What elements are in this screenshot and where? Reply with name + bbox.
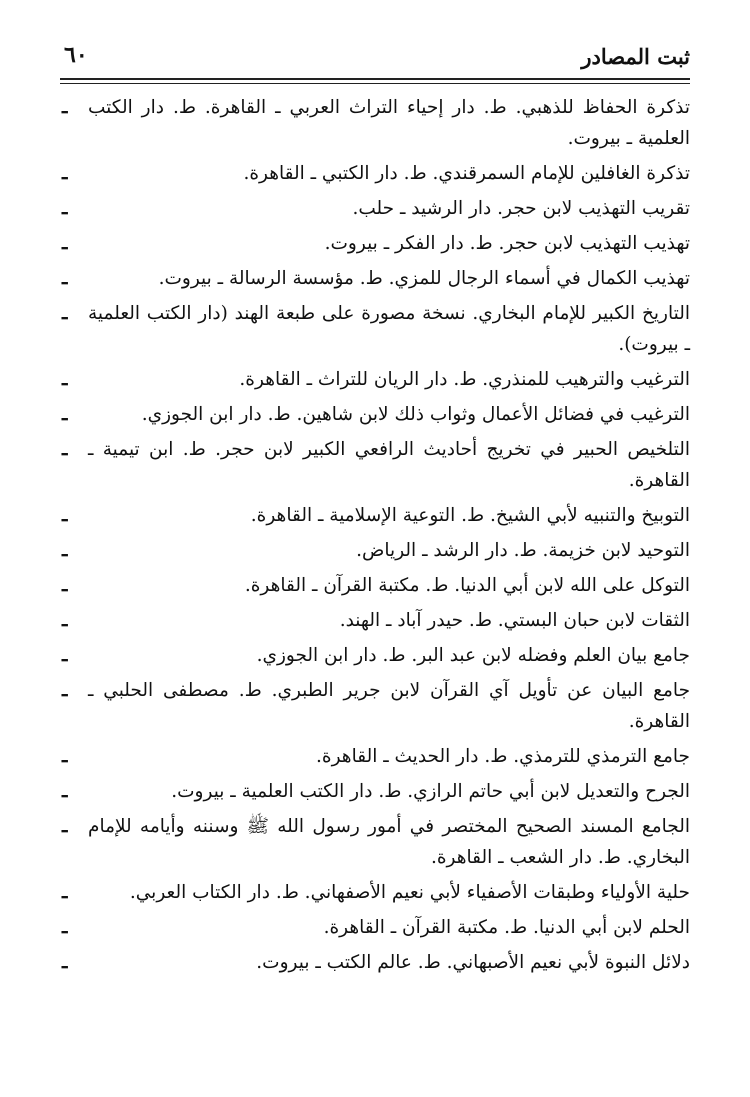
- running-title: ثبت المصادر: [581, 44, 690, 69]
- bullet-dash: ـ: [62, 575, 68, 596]
- entry-text: تقريب التهذيب لابن حجر. دار الرشيد ـ حلب.: [352, 198, 690, 219]
- bibliography-entry: [60, 675, 690, 737]
- entry-text: جامع بيان العلم وفضله لابن عبد البر. ط. دار ابن الجوزي.: [256, 645, 690, 666]
- entry-text: التاريخ الكبير للإمام البخاري. نسخة مصورة على طبعة الهند (دار الكتب العلمية ـ بيروت).: [88, 303, 690, 355]
- bullet-dash: ـ: [62, 233, 68, 254]
- bullet-dash: ـ: [62, 369, 68, 390]
- bibliography-entry: [60, 640, 690, 671]
- entry-text: التلخيص الحبير في تخريج أحاديث الرافعي الكبير لابن حجر. ط. ابن تيمية ـ القاهرة.: [88, 439, 690, 491]
- entry-text: دلائل النبوة لأبي نعيم الأصبهاني. ط. عالم الكتب ـ بيروت.: [256, 952, 690, 973]
- bibliography-entry: [60, 92, 690, 154]
- entry-text: الثقات لابن حبان البستي. ط. حيدر آباد ـ الهند.: [339, 610, 690, 631]
- bullet-dash: ـ: [62, 816, 68, 837]
- bibliography-entry: [60, 500, 690, 531]
- page-number: ٦٠: [64, 42, 88, 68]
- bibliography-entry: [60, 535, 690, 566]
- entry-text: جامع البيان عن تأويل آي القرآن لابن جرير الطبري. ط. مصطفى الحلبي ـ القاهرة.: [88, 680, 690, 732]
- header-rule-thick: [60, 78, 690, 80]
- entry-text: جامع الترمذي للترمذي. ط. دار الحديث ـ القاهرة.: [316, 746, 690, 767]
- bibliography-entry: [60, 877, 690, 908]
- entry-text: حلية الأولياء وطبقات الأصفياء لأبي نعيم الأصفهاني. ط. دار الكتاب العربي.: [129, 882, 690, 903]
- bullet-dash: ـ: [62, 404, 68, 425]
- bullet-dash: ـ: [62, 610, 68, 631]
- header-rule-thin: [60, 83, 690, 84]
- bibliography-entry: [60, 912, 690, 943]
- bibliography-entry: [60, 811, 690, 873]
- bibliography-entry: [60, 263, 690, 294]
- bullet-dash: ـ: [62, 198, 68, 219]
- entry-text: الترغيب والترهيب للمنذري. ط. دار الريان للتراث ـ القاهرة.: [239, 369, 690, 390]
- bibliography-entry: [60, 364, 690, 395]
- bullet-dash: ـ: [62, 505, 68, 526]
- entry-text: التوكل على الله لابن أبي الدنيا. ط. مكتبة القرآن ـ القاهرة.: [244, 575, 690, 596]
- entry-text: الحلم لابن أبي الدنيا. ط. مكتبة القرآن ـ القاهرة.: [323, 917, 690, 938]
- entry-text: التوحيد لابن خزيمة. ط. دار الرشد ـ الرياض.: [356, 540, 690, 561]
- entry-text: الترغيب في فضائل الأعمال وثواب ذلك لابن شاهين. ط. دار ابن الجوزي.: [141, 404, 690, 425]
- bibliography-entry: [60, 158, 690, 189]
- bullet-dash: ـ: [62, 952, 68, 973]
- page-header: [60, 40, 690, 74]
- bullet-dash: ـ: [62, 97, 68, 118]
- entry-text: تذكرة الغافلين للإمام السمرقندي. ط. دار الكتبي ـ القاهرة.: [243, 163, 690, 184]
- entry-text: تهذيب التهذيب لابن حجر. ط. دار الفكر ـ بيروت.: [324, 233, 690, 254]
- bibliography-entry: [60, 776, 690, 807]
- entry-text: الجرح والتعديل لابن أبي حاتم الرازي. ط. دار الكتب العلمية ـ بيروت.: [171, 781, 690, 802]
- bibliography-entry: [60, 570, 690, 601]
- bibliography-entry: [60, 947, 690, 978]
- entry-text: التوبيخ والتنبيه لأبي الشيخ. ط. التوعية الإسلامية ـ القاهرة.: [250, 505, 690, 526]
- bullet-dash: ـ: [62, 540, 68, 561]
- bullet-dash: ـ: [62, 882, 68, 903]
- bullet-dash: ـ: [62, 439, 68, 460]
- bibliography-entry: [60, 298, 690, 360]
- bibliography-entry: [60, 399, 690, 430]
- entry-text: تهذيب الكمال في أسماء الرجال للمزي. ط. مؤسسة الرسالة ـ بيروت.: [158, 268, 690, 289]
- bibliography-entry: [60, 228, 690, 259]
- bullet-dash: ـ: [62, 680, 68, 701]
- bullet-dash: ـ: [62, 917, 68, 938]
- bullet-dash: ـ: [62, 781, 68, 802]
- bullet-dash: ـ: [62, 645, 68, 666]
- bullet-dash: ـ: [62, 746, 68, 767]
- bullet-dash: ـ: [62, 268, 68, 289]
- bullet-dash: ـ: [62, 163, 68, 184]
- entry-text: تذكرة الحفاظ للذهبي. ط. دار إحياء التراث العربي ـ القاهرة. ط. دار الكتب العلمية ـ بيروت.: [88, 97, 690, 149]
- bullet-dash: ـ: [62, 303, 68, 324]
- book-page: [60, 40, 690, 1070]
- bibliography-entry: [60, 193, 690, 224]
- entry-text: الجامع المسند الصحيح المختصر في أمور رسول الله ﷺ وسننه وأيامه للإمام البخاري. ط. دار الشعب ـ القاهرة.: [88, 816, 690, 868]
- bibliography-entry: [60, 605, 690, 636]
- bibliography-entry: [60, 434, 690, 496]
- bibliography-entry: [60, 741, 690, 772]
- bibliography-list: [60, 92, 690, 978]
